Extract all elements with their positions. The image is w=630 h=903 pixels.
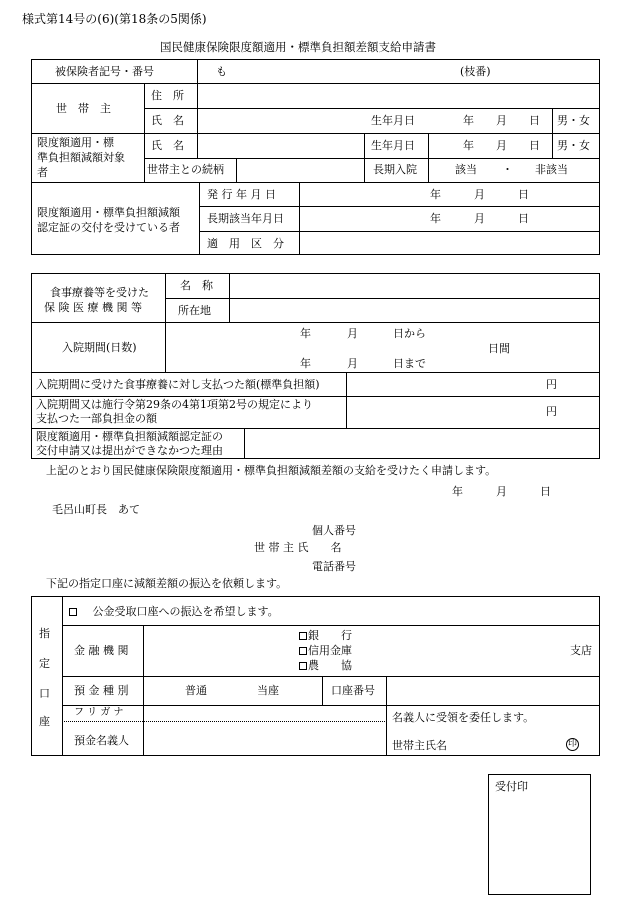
- certificate-holder-label-line1: 限度額適用・標準負担額減額: [37, 206, 180, 219]
- category-label: 適 用 区 分: [207, 237, 284, 250]
- agri-coop-option-label: 農 協: [308, 659, 352, 672]
- period-to-month: 月: [347, 357, 358, 370]
- agri-coop-checkbox[interactable]: [299, 662, 307, 670]
- insured-number-field[interactable]: [297, 63, 447, 79]
- long-term-date-label: 長期該当年月日: [207, 212, 284, 225]
- applicant-name-label: 世 帯 主 氏 名: [254, 541, 342, 554]
- form-number: 様式第14号の(6)(第18条の5関係): [22, 12, 207, 26]
- furigana-label: フ リ ガ ナ: [74, 707, 124, 718]
- bank-option-label: 銀 行: [308, 629, 352, 642]
- personal-number-label: 個人番号: [312, 524, 356, 537]
- furigana-field[interactable]: [147, 707, 383, 720]
- household-name-label: 氏 名: [151, 114, 184, 127]
- target-label-line2: 準負担額減額対象: [37, 151, 125, 164]
- facility-name-field[interactable]: [232, 276, 596, 296]
- deposit-ordinary[interactable]: 普通: [185, 684, 207, 697]
- financial-institution-name-field[interactable]: [147, 629, 297, 673]
- delegation-head-name-label: 世帯主氏名: [392, 739, 447, 752]
- household-head-label: 世 帯 主: [56, 102, 111, 115]
- facility-location-label: 所在地: [178, 304, 211, 317]
- deposit-current[interactable]: 当座: [257, 684, 279, 697]
- period-to-day: 日まで: [393, 357, 426, 370]
- public-receipt-row: [69, 606, 279, 617]
- seal-mark-icon: 印: [567, 739, 577, 749]
- insured-branch-label: (枝番): [460, 65, 491, 78]
- relation-label: 世帯主との続柄: [147, 163, 224, 176]
- meal-paid-label: 入院期間に受けた食事療養に対し支払つた額(標準負担額): [36, 378, 320, 391]
- bank-checkbox[interactable]: [299, 632, 307, 640]
- reason-field[interactable]: [248, 431, 596, 456]
- credit-union-option-label: 信用金庫: [308, 644, 352, 657]
- period-from-month: 月: [347, 327, 358, 340]
- branch-label: 支店: [570, 644, 592, 657]
- facility-name-label: 名 称: [180, 279, 213, 292]
- delegation-text: 名義人に受領を委任します。: [392, 711, 535, 724]
- partial-paid-yen: 円: [546, 405, 557, 418]
- target-birth-date: 年 月 日: [463, 139, 540, 152]
- partial-paid-label-line1: 入院期間又は施行令第29条の4第1項第2号の規定により: [36, 398, 313, 411]
- household-name-field[interactable]: [200, 111, 360, 131]
- account-side-label-1: 指: [39, 627, 50, 640]
- form-title: 国民健康保険限度額適用・標準負担額差額支給申請書: [160, 40, 436, 54]
- financial-institution-label: 金 融 機 関: [74, 644, 129, 657]
- transfer-request: 下記の指定口座に減額差額の振込を依頼します。: [46, 577, 288, 590]
- household-birth-date: 年 月 日: [463, 114, 540, 127]
- target-name-field[interactable]: [200, 136, 360, 156]
- account-number-label: 口座番号: [331, 684, 375, 697]
- address-label: 住 所: [151, 89, 184, 102]
- relation-field[interactable]: [240, 161, 360, 180]
- public-receipt-checkbox[interactable]: [69, 608, 77, 616]
- account-side-label-2: 定: [39, 657, 50, 670]
- insured-number-prefix: も: [216, 65, 227, 78]
- facility-label-line2: 保 険 医 療 機 関 等: [44, 301, 142, 314]
- reception-stamp-label: 受付印: [495, 780, 528, 793]
- issue-date-label: 発 行 年 月 日: [207, 188, 276, 201]
- phone-label: 電話番号: [312, 560, 356, 573]
- category-field[interactable]: [302, 234, 596, 252]
- period-days-label: 日間: [488, 342, 510, 355]
- issue-date-value: 年 月 日: [430, 188, 529, 201]
- account-side-label-4: 座: [39, 715, 50, 728]
- bank-option: [299, 630, 352, 641]
- credit-union-checkbox[interactable]: [299, 647, 307, 655]
- account-holder-field[interactable]: [147, 725, 383, 753]
- declaration-statement: 上記のとおり国民健康保険限度額適用・標準負担額減額差額の支給を受けたく申請します。: [46, 464, 497, 477]
- account-holder-label: 預金名義人: [74, 734, 129, 747]
- partial-paid-field[interactable]: [350, 399, 540, 425]
- period-to-year: 年: [300, 357, 311, 370]
- reason-label-line2: 交付申請又は提出ができなかつた理由: [36, 444, 223, 457]
- reason-label-line1: 限度額適用・標準負担額減額認定証の: [36, 430, 223, 443]
- facility-location-field[interactable]: [232, 301, 596, 320]
- household-sex[interactable]: 男・女: [557, 114, 590, 127]
- target-sex[interactable]: 男・女: [557, 139, 590, 152]
- long-term-label: 長期入院: [373, 163, 417, 176]
- meal-paid-field[interactable]: [350, 375, 540, 394]
- target-name-label: 氏 名: [151, 139, 184, 152]
- household-birth-label: 生年月日: [371, 114, 415, 127]
- certificate-holder-label-line2: 認定証の交付を受けている者: [37, 221, 180, 234]
- meal-paid-yen: 円: [546, 378, 557, 391]
- period-from-year: 年: [300, 327, 311, 340]
- agri-coop-option: [299, 660, 352, 671]
- period-label: 入院期間(日数): [62, 341, 137, 354]
- account-side-label-3: 口: [39, 687, 50, 700]
- branch-name-field[interactable]: [400, 629, 560, 673]
- insured-number-label: 被保険者記号・番号: [55, 65, 154, 78]
- deposit-type-label: 預 金 種 別: [74, 684, 129, 697]
- addressee: 毛呂山町長 あて: [52, 503, 140, 516]
- long-term-not-applicable[interactable]: 非該当: [535, 163, 568, 176]
- declaration-date: 年 月 日: [452, 485, 551, 498]
- target-label-line1: 限度額適用・標: [37, 136, 114, 149]
- account-number-field[interactable]: [390, 679, 596, 702]
- facility-label-line1: 食事療養等を受けた: [50, 286, 149, 299]
- target-label-line3: 者: [37, 166, 48, 179]
- long-term-applicable[interactable]: 該当: [455, 163, 477, 176]
- household-address-field[interactable]: [200, 86, 596, 106]
- delegation-head-name-field[interactable]: [455, 736, 555, 753]
- partial-paid-label-line2: 支払つた一部負担金の額: [36, 412, 157, 425]
- long-term-date-value: 年 月 日: [430, 212, 529, 225]
- period-from-day: 日から: [393, 327, 426, 340]
- credit-union-option: [299, 645, 352, 656]
- public-receipt-label: 公金受取口座への振込を希望します。: [92, 605, 279, 618]
- target-birth-label: 生年月日: [371, 139, 415, 152]
- long-term-separator: ・: [502, 163, 513, 176]
